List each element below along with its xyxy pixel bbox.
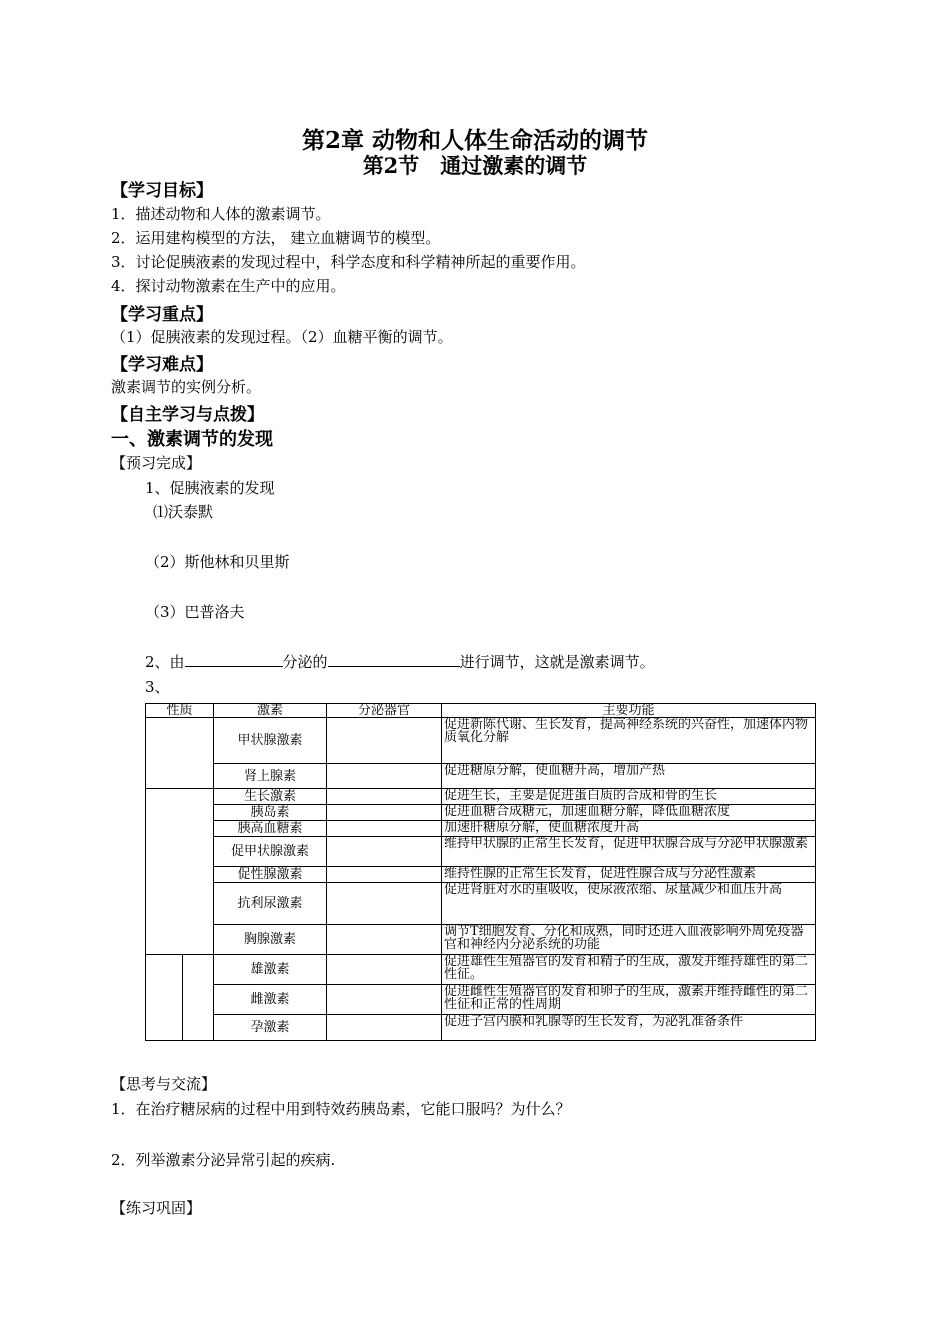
organ-cell[interactable] bbox=[327, 764, 442, 789]
hormone-cell: 抗利尿激素 bbox=[214, 883, 327, 925]
table-header-row bbox=[146, 704, 816, 718]
difficulties-heading: 【学习难点】 bbox=[111, 355, 213, 375]
header-function: 主要功能 bbox=[442, 704, 816, 718]
nature-cell-1[interactable] bbox=[146, 718, 214, 789]
organ-cell[interactable] bbox=[327, 867, 442, 883]
function-cell: 促进雄性生殖器官的发育和精子的生成，激发并维持雄性的第二性征。 bbox=[442, 955, 816, 985]
goals-heading: 【学习目标】 bbox=[111, 181, 213, 201]
difficulties-text: 激素调节的实例分析。 bbox=[111, 378, 262, 396]
table-row bbox=[146, 821, 816, 837]
organ-cell[interactable] bbox=[327, 1015, 442, 1041]
table-row bbox=[146, 1015, 816, 1041]
self-study-heading: 【自主学习与点拨】 bbox=[111, 405, 264, 425]
item-3: 3、 bbox=[145, 678, 170, 696]
function-cell: 调节T细胞发育、分化和成熟，同时还进入血液影响外周免疫器官和神经内分泌系统的功能 bbox=[442, 925, 816, 955]
hormone-cell: 孕激素 bbox=[214, 1015, 327, 1041]
nature-subcell-3[interactable] bbox=[183, 955, 214, 1041]
organ-cell[interactable] bbox=[327, 789, 442, 805]
blank-secretor[interactable] bbox=[185, 651, 283, 667]
key-points-heading: 【学习重点】 bbox=[111, 305, 213, 325]
organ-cell[interactable] bbox=[327, 955, 442, 985]
hormone-cell: 胸腺激素 bbox=[214, 925, 327, 955]
sub-wertheimer: ⑴沃泰默 bbox=[153, 503, 214, 521]
think-heading: 【思考与交流】 bbox=[111, 1075, 217, 1093]
sub-starling-bayliss: （2）斯他林和贝里斯 bbox=[145, 553, 290, 571]
table-row bbox=[146, 837, 816, 867]
table-row bbox=[146, 764, 816, 789]
function-cell: 促进新陈代谢、生长发育，提高神经系统的兴奋性，加速体内物质氧化分解 bbox=[442, 718, 816, 764]
part1-heading: 一、激素调节的发现 bbox=[111, 429, 273, 450]
organ-cell[interactable] bbox=[327, 718, 442, 764]
table-row bbox=[146, 789, 816, 805]
header-hormone: 激素 bbox=[214, 704, 327, 718]
hormone-cell: 雌激素 bbox=[214, 985, 327, 1015]
hormone-table bbox=[145, 703, 816, 1041]
header-organ: 分泌器官 bbox=[327, 704, 442, 718]
item2-suffix: 进行调节，这就是激素调节。 bbox=[459, 653, 655, 671]
practice-heading: 【练习巩固】 bbox=[111, 1199, 202, 1217]
item2-prefix: 2、由 bbox=[145, 653, 185, 671]
function-cell: 促进糖原分解，使血糖升高，增加产热 bbox=[442, 764, 816, 789]
goal-item-4: 4．探讨动物激素在生产中的应用。 bbox=[111, 277, 346, 295]
table-row bbox=[146, 805, 816, 821]
blank-substance[interactable] bbox=[328, 651, 460, 667]
table-row bbox=[146, 867, 816, 883]
function-cell: 促进生长，主要是促进蛋白质的合成和骨的生长 bbox=[442, 789, 816, 805]
table-row bbox=[146, 718, 816, 764]
sub-pavlov: （3）巴普洛夫 bbox=[145, 603, 245, 621]
function-cell: 加速肝糖原分解，使血糖浓度升高 bbox=[442, 821, 816, 837]
preview-heading: 【预习完成】 bbox=[111, 454, 202, 472]
organ-cell[interactable] bbox=[327, 805, 442, 821]
function-cell: 维持甲状腺的正常生长发育，促进甲状腺合成与分泌甲状腺激素 bbox=[442, 837, 816, 867]
organ-cell[interactable] bbox=[327, 821, 442, 837]
table-row bbox=[146, 955, 816, 985]
nature-cell-2[interactable] bbox=[146, 789, 214, 955]
section-title: 第2节 通过激素的调节 bbox=[362, 153, 588, 178]
organ-cell[interactable] bbox=[327, 837, 442, 867]
hormone-cell: 促性腺激素 bbox=[214, 867, 327, 883]
organ-cell[interactable] bbox=[327, 985, 442, 1015]
function-cell: 促进血糖合成糖元，加速血糖分解，降低血糖浓度 bbox=[442, 805, 816, 821]
think-question-2: 2．列举激素分泌异常引起的疾病. bbox=[111, 1151, 336, 1169]
header-nature: 性质 bbox=[146, 704, 214, 718]
function-cell: 维持性腺的正常生长发育，促进性腺合成与分泌性激素 bbox=[442, 867, 816, 883]
item-secretin-discovery: 1、促胰液素的发现 bbox=[145, 479, 275, 497]
goal-item-1: 1．描述动物和人体的激素调节。 bbox=[111, 205, 331, 223]
hormone-cell: 胰岛素 bbox=[214, 805, 327, 821]
table-row bbox=[146, 883, 816, 925]
hormone-cell: 雄激素 bbox=[214, 955, 327, 985]
table-row bbox=[146, 925, 816, 955]
hormone-cell: 促甲状腺激素 bbox=[214, 837, 327, 867]
goal-item-2: 2．运用建构模型的方法， 建立血糖调节的模型。 bbox=[111, 229, 441, 247]
organ-cell[interactable] bbox=[327, 925, 442, 955]
function-cell: 促进子宫内膜和乳腺等的生长发育，为泌乳准备条件 bbox=[442, 1015, 816, 1041]
goal-item-3: 3．讨论促胰液素的发现过程中，科学态度和科学精神所起的重要作用。 bbox=[111, 253, 586, 271]
item2-middle: 分泌的 bbox=[282, 653, 328, 671]
item-hormone-regulation bbox=[145, 651, 655, 672]
think-question-1: 1．在治疗糖尿病的过程中用到特效药胰岛素，它能口服吗？为什么？ bbox=[111, 1100, 571, 1118]
nature-cell-3[interactable] bbox=[146, 955, 183, 1041]
organ-cell[interactable] bbox=[327, 883, 442, 925]
hormone-cell: 生长激素 bbox=[214, 789, 327, 805]
hormone-cell: 肾上腺素 bbox=[214, 764, 327, 789]
hormone-cell: 甲状腺激素 bbox=[214, 718, 327, 764]
function-cell: 促进肾脏对水的重吸收，使尿液浓缩、尿量减少和血压升高 bbox=[442, 883, 816, 925]
table-row bbox=[146, 985, 816, 1015]
hormone-cell: 胰高血糖素 bbox=[214, 821, 327, 837]
chapter-title: 第2章 动物和人体生命活动的调节 bbox=[301, 127, 648, 154]
function-cell: 促进雌性生殖器官的发育和卵子的生成，激素并维持雌性的第二性征和正常的性周期 bbox=[442, 985, 816, 1015]
key-points-text: （1）促胰液素的发现过程。（2）血糖平衡的调节。 bbox=[111, 328, 453, 346]
